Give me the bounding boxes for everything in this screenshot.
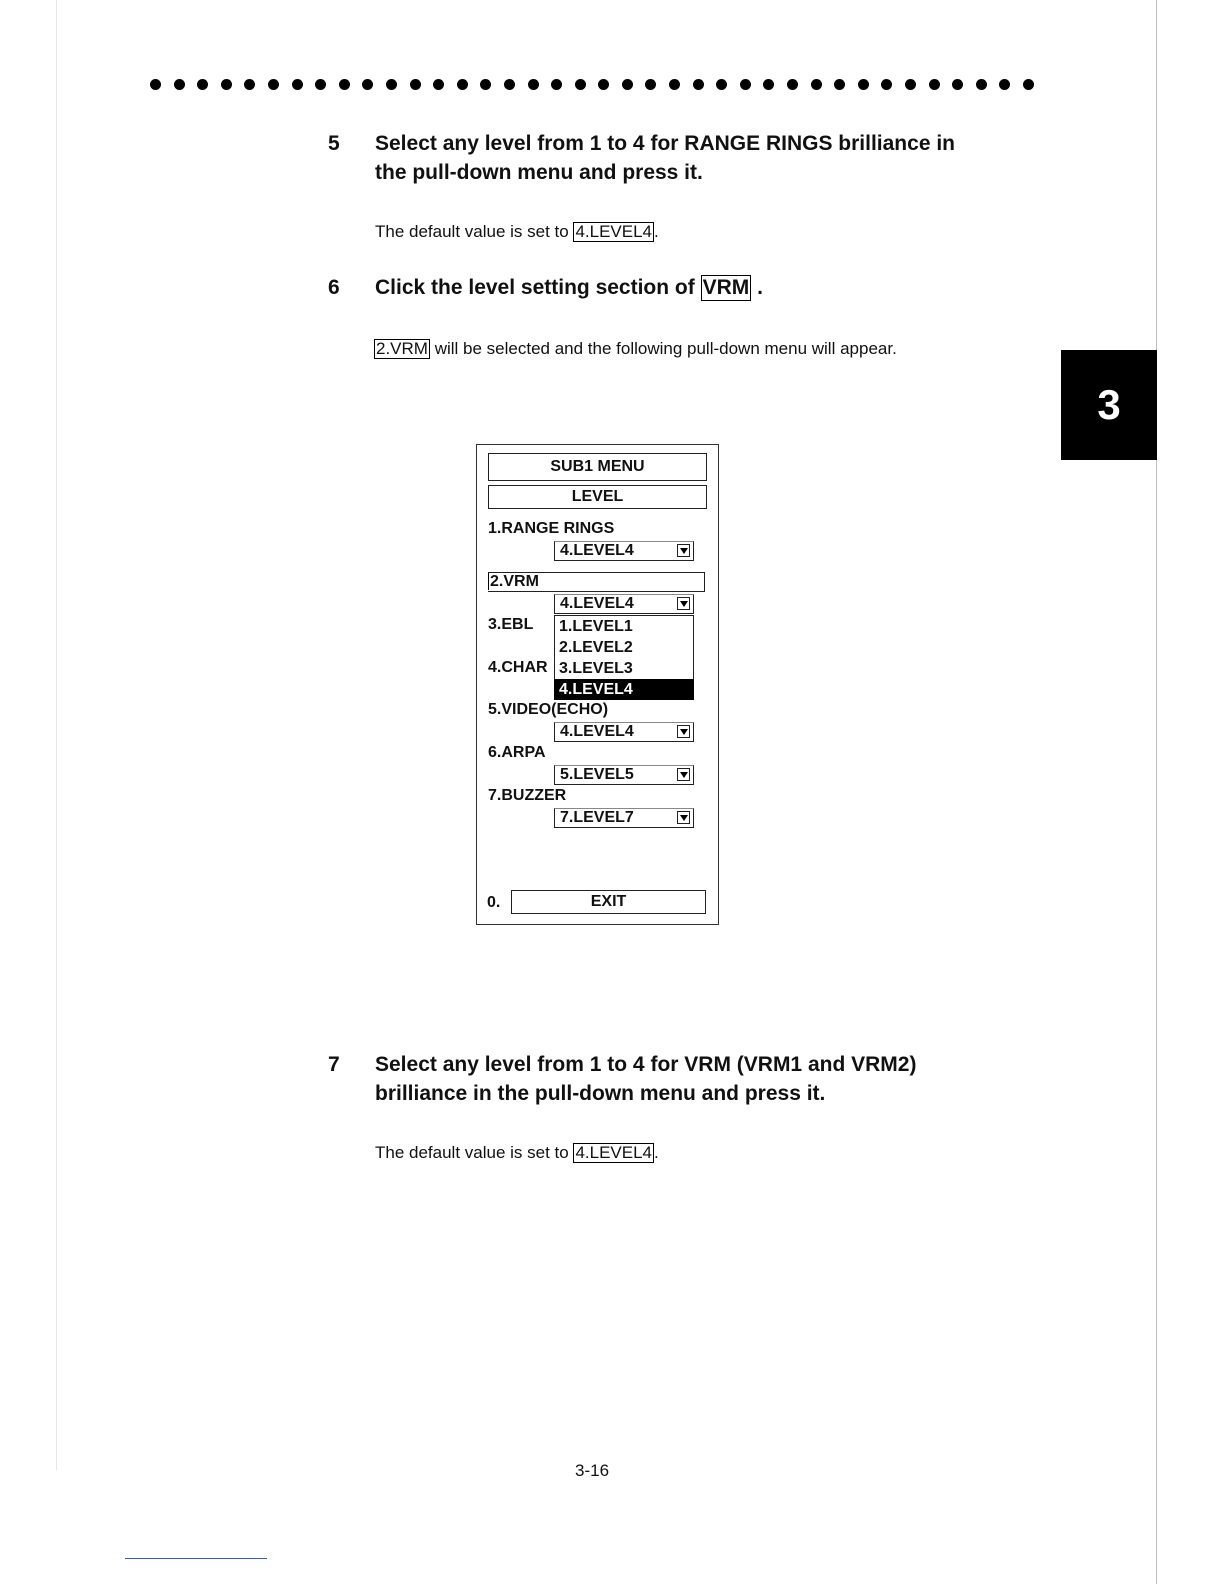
- bullet-dot: [197, 79, 208, 90]
- bullet-dot: [905, 79, 916, 90]
- bullet-dot: [929, 79, 940, 90]
- dropdown-value: 5.LEVEL5: [560, 766, 634, 783]
- bullet-dot: [457, 79, 468, 90]
- bullet-dot: [1023, 79, 1034, 90]
- bullet-dot: [645, 79, 656, 90]
- dropdown-value: 4.LEVEL4: [560, 723, 634, 740]
- body-text: The default value is set to: [375, 1143, 574, 1162]
- bullet-dot: [362, 79, 373, 90]
- step-title-text: .: [751, 276, 763, 299]
- bullet-dot: [480, 79, 491, 90]
- dropdown-value: 4.LEVEL4: [560, 595, 634, 612]
- step-body: [375, 1143, 659, 1163]
- step-title: [375, 273, 763, 302]
- bullet-dot: [999, 79, 1010, 90]
- chapter-tab: 3: [1061, 350, 1157, 460]
- step-title-line: Select any level from 1 to 4 for RANGE RINGS brilliance in: [375, 132, 955, 155]
- exit-button[interactable]: EXIT: [511, 890, 706, 914]
- bullet-dot: [976, 79, 987, 90]
- bullet-dot: [811, 79, 822, 90]
- menu-subtitle: LEVEL: [488, 485, 707, 509]
- menu-title: SUB1 MENU: [488, 453, 707, 481]
- step-number: 7: [328, 1053, 340, 1076]
- left-margin-rule: [56, 0, 57, 1470]
- step-title: [375, 129, 955, 187]
- dropdown-value: 7.LEVEL7: [560, 809, 634, 826]
- menu-item-buzzer: 7.BUZZER: [488, 787, 567, 804]
- body-text: The default value is set to: [375, 222, 574, 241]
- bullet-dot: [221, 79, 232, 90]
- bullet-dot: [834, 79, 845, 90]
- bullet-dot: [763, 79, 774, 90]
- dropdown-option[interactable]: 3.LEVEL3: [559, 660, 633, 677]
- bullet-dot: [504, 79, 515, 90]
- boxed-value: 4.LEVEL4: [575, 222, 653, 241]
- body-text: .: [654, 222, 659, 241]
- bullet-dot: [174, 79, 185, 90]
- bullet-dot: [551, 79, 562, 90]
- bullet-dot: [268, 79, 279, 90]
- bullet-dot: [339, 79, 350, 90]
- dropdown-option[interactable]: 2.LEVEL2: [559, 639, 633, 656]
- step-body: [375, 222, 659, 242]
- step-body: [374, 339, 897, 359]
- page-number: 3-16: [575, 1461, 610, 1480]
- dot-rule: [150, 74, 1034, 94]
- bullet-dot: [881, 79, 892, 90]
- bullet-dot: [292, 79, 303, 90]
- dropdown-arrow-icon[interactable]: [677, 811, 690, 824]
- footer-line: [125, 1558, 267, 1559]
- bullet-dot: [858, 79, 869, 90]
- menu-item-video-echo: 5.VIDEO(ECHO): [488, 701, 609, 718]
- buzzer-dropdown[interactable]: [554, 808, 694, 828]
- dropdown-arrow-icon[interactable]: [677, 768, 690, 781]
- bullet-dot: [386, 79, 397, 90]
- sub1-menu-panel: [476, 444, 719, 925]
- body-text: .: [654, 1143, 659, 1162]
- boxed-value: VRM: [702, 276, 750, 299]
- dropdown-arrow-icon[interactable]: [677, 597, 690, 610]
- bullet-dot: [669, 79, 680, 90]
- video-echo-dropdown[interactable]: [554, 722, 694, 742]
- dropdown-arrow-icon[interactable]: [677, 544, 690, 557]
- exit-prefix: 0.: [487, 894, 501, 911]
- step-number: 6: [328, 276, 340, 299]
- body-text: will be selected and the following pull-down menu will appear.: [429, 339, 897, 358]
- bullet-dot: [410, 79, 421, 90]
- arpa-dropdown[interactable]: [554, 765, 694, 785]
- step-title-line: Select any level from 1 to 4 for VRM (VRM1 and VRM2): [375, 1053, 917, 1076]
- bullet-dot: [433, 79, 444, 90]
- menu-item-range-rings: 1.RANGE RINGS: [488, 520, 615, 537]
- bullet-dot: [528, 79, 539, 90]
- step-title-line: brilliance in the pull-down menu and press it.: [375, 1082, 826, 1105]
- dropdown-arrow-icon[interactable]: [677, 725, 690, 738]
- menu-item-vrm: 2.VRM: [490, 573, 539, 590]
- boxed-value: 2.VRM: [376, 339, 428, 358]
- dropdown-option-selected[interactable]: 4.LEVEL4: [554, 679, 694, 700]
- vrm-selected-row[interactable]: [488, 572, 705, 592]
- step-title-text: Click the level setting section of: [375, 276, 701, 299]
- step-title-line: the pull-down menu and press it.: [375, 161, 703, 184]
- bullet-dot: [598, 79, 609, 90]
- step-title: [375, 1050, 916, 1108]
- vrm-dropdown[interactable]: [554, 594, 694, 614]
- bullet-dot: [787, 79, 798, 90]
- boxed-value: 4.LEVEL4: [575, 1143, 653, 1162]
- bullet-dot: [952, 79, 963, 90]
- right-margin-rule: [1156, 0, 1157, 1584]
- step-number: 5: [328, 132, 340, 155]
- bullet-dot: [693, 79, 704, 90]
- bullet-dot: [622, 79, 633, 90]
- dropdown-option[interactable]: 1.LEVEL1: [559, 618, 633, 635]
- bullet-dot: [150, 79, 161, 90]
- bullet-dot: [716, 79, 727, 90]
- dropdown-value: 4.LEVEL4: [560, 542, 634, 559]
- bullet-dot: [315, 79, 326, 90]
- bullet-dot: [244, 79, 255, 90]
- bullet-dot: [575, 79, 586, 90]
- menu-item-ebl: 3.EBL: [488, 616, 534, 633]
- range-rings-dropdown[interactable]: [554, 541, 694, 561]
- menu-item-arpa: 6.ARPA: [488, 744, 546, 761]
- bullet-dot: [740, 79, 751, 90]
- menu-item-char: 4.CHAR: [488, 659, 548, 676]
